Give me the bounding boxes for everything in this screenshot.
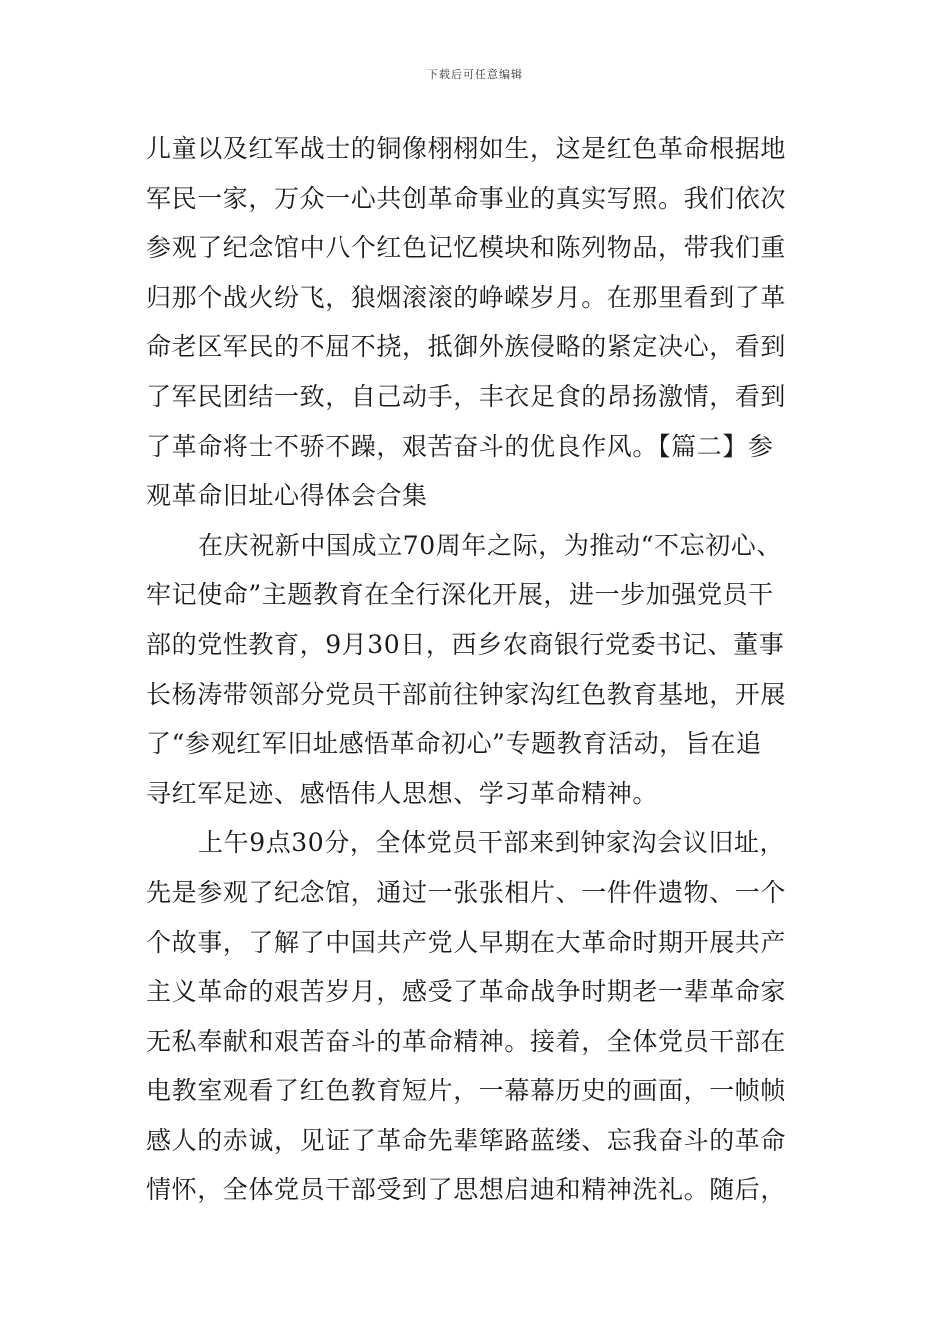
text-line: 观革命旧址心得体会合集 bbox=[146, 481, 428, 511]
text-line: 寻红军足迹、感悟伟人思想、学习革命精神。 bbox=[146, 778, 659, 808]
text-line: 参观了纪念馆中八个红色记忆模块和陈列物品，带我们重 bbox=[146, 233, 787, 263]
text-line: 感人的赤诚，见证了革命先辈筚路蓝缕、忘我奋斗的革命 bbox=[146, 1125, 787, 1155]
text-line: 了军民团结一致，自己动手，丰衣足食的昂扬激情，看到 bbox=[146, 381, 787, 411]
text-line: 部的党性教育，9月30日，西乡农商银行党委书记、董事 bbox=[146, 629, 785, 659]
body-text bbox=[146, 124, 806, 1215]
text-line: 无私奉献和艰苦奋斗的革命精神。接着，全体党员干部在 bbox=[146, 1026, 787, 1056]
text-line: 牢记使命”主题教育在全行深化开展，进一步加强党员干 bbox=[146, 580, 774, 610]
text-line: 长杨涛带领部分党员干部前往钟家沟红色教育基地，开展 bbox=[146, 679, 787, 709]
text-line: 命老区军民的不屈不挠，抵御外族侵略的紧定决心，看到 bbox=[146, 332, 787, 362]
text-line: 归那个战火纷飞，狼烟滚滚的峥嵘岁月。在那里看到了革 bbox=[146, 282, 787, 312]
text-line: 了革命将士不骄不躁，艰苦奋斗的优良作风。【篇二】参 bbox=[146, 431, 774, 461]
text-line: 电教室观看了红色教育短片，一幕幕历史的画面，一帧帧 bbox=[146, 1076, 787, 1106]
text-line: 个故事，了解了中国共产党人早期在大革命时期开展共产 bbox=[146, 927, 787, 957]
text-line: 情怀，全体党员干部受到了思想启迪和精神洗礼。随后， bbox=[146, 1175, 787, 1205]
text-line: 了“参观红军旧址感悟革命初心”专题教育活动，旨在追 bbox=[146, 729, 762, 759]
page-header: 下载后可任意编辑 bbox=[427, 68, 523, 81]
text-line: 主义革命的艰苦岁月，感受了革命战争时期老一辈革命家 bbox=[146, 977, 787, 1007]
paragraph-start-line: 在庆祝新中国成立70周年之际，为推动“不忘初心、 bbox=[198, 530, 782, 560]
text-line: 儿童以及红军战士的铜像栩栩如生，这是红色革命根据地 bbox=[146, 134, 787, 163]
text-line: 军民一家，万众一心共创革命事业的真实写照。我们依次 bbox=[146, 183, 787, 213]
text-line: 先是参观了纪念馆，通过一张张相片、一件件遗物、一个 bbox=[146, 877, 787, 907]
paragraph-start-line: 上午9点30分，全体党员干部来到钟家沟会议旧址， bbox=[198, 828, 786, 858]
